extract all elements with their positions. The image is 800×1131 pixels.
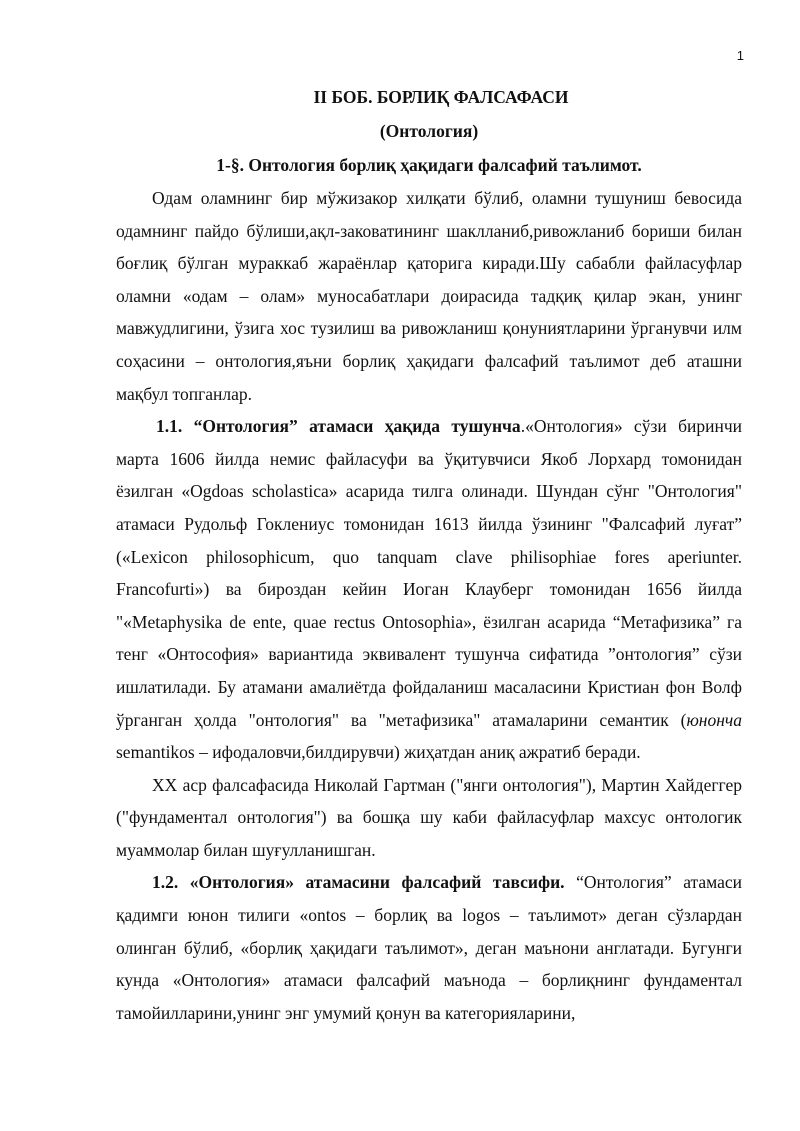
- section-title: 1-§. Онтология борлиқ ҳақидаги фалсафий таълимот.: [216, 155, 642, 175]
- chapter-title: II БОБ. БОРЛИҚ ФАЛСАФАСИ: [313, 87, 569, 107]
- paragraph-text: .«Онтология» сўзи биринчи марта 1606 йилда немис файласуфи ва ўқитувчиси Якоб Лорхард томонидан ёзилган «Ogdoas scholastica» асарида тилга олинади. Шундан сўнг "Онтология" атамаси Рудольф Гоклениус томонидан 1613 йилда ўзининг "Фалсафий луғат” («Lexicon philosophicum, quo tanquam clave philisophiae fores aperiunter. Francofurti») ва бироздан кейин Иоган Клауберг томонидан 1656 йилда "«Metaphysika de ente, quae rectus Ontosophia», ёзилган асарида “Метафизика” га тенг «Онтософия» вариантида эквивалент тушунча сифатида ”онтология” сўзи ишлатилади. Бу атамани амалиётда фойдаланиш масаласини Кристиан фон Волф ўрганган ҳолда "онтология" ва "метафизика" атамаларини семантик (: [116, 416, 742, 730]
- paragraph-italic-text: юнонча: [686, 709, 742, 730]
- document-body: [116, 80, 742, 1029]
- paragraph-text: “Онтология” атамаси қадимги юнон тилиги «ontos – борлиқ ва logos – таълимот» деган сўзлардан олинган бўлиб, «борлиқ ҳақидаги таълимот», деган маънони англатади. Бугунги кунда «Онтология» атамаси фалсафий маънода – борлиқнинг фундаментал тамойилларини,унинг энг умумий қонун ва категорияларини,: [116, 872, 742, 1023]
- paragraph-intro: Одам оламнинг бир мўжизакор хилқати бўлиб, оламни тушуниш бевосида одамнинг пайдо бўлиши,ақл-заковатининг шаклланиб,ривожланиб бориши билан боғлиқ бўлган мураккаб жараёнлар қаторига киради.Шу сабабли файласуфлар оламни «одам – олам» муносабатлари доирасида тадқиқ қилар экан, унинг мавжудлигини, ўзига хос тузилиш ва ривожланиш қонуниятларини ўрганувчи илм соҳасини – онтология,яъни борлиқ ҳақидаги фалсафий таълимот деб аташни мақбул топганлар.: [116, 188, 742, 404]
- page-number: 1: [736, 48, 744, 63]
- paragraph-twentieth-century: XX аср фалсафасида Николай Гартман ("янги онтология"), Мартин Хайдеггер ("фундаментал онтология") ва бошқа шу каби файласуфлар махсус онтологик муаммолар билан шуғулланишган.: [116, 774, 742, 860]
- paragraph-text: semantikos – ифодаловчи,билдирувчи) жиҳатдан аниқ ажратиб беради.: [116, 742, 641, 763]
- paragraph-philosophical-description: [116, 866, 742, 1029]
- paragraph-term-origin: [116, 410, 742, 769]
- chapter-subtitle: (Онтология): [379, 121, 479, 141]
- subsection-heading-1-1: 1.1. “Онтология” атамаси ҳақида тушунча: [156, 416, 521, 437]
- subsection-heading-1-2: 1.2. «Онтология» атамасини фалсафий тавсифи.: [152, 872, 565, 893]
